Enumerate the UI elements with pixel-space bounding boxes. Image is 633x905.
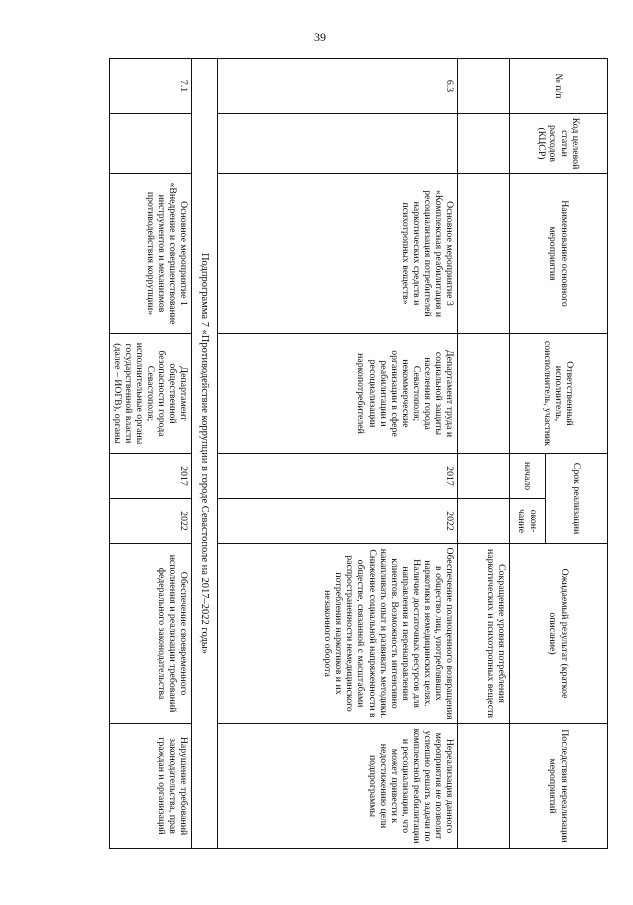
header-code: Код целевой статьи расходов (КЦСР) xyxy=(510,114,608,174)
header-consequences: Последствия нереализации мероприятий xyxy=(510,724,608,849)
cell-num xyxy=(458,59,510,114)
cell-code xyxy=(109,114,191,174)
cell-name: Основное мероприятие 3 «Комплексная реабилитация и ресоциализация потребителей наркотических средств и психотропных веществ» xyxy=(218,174,458,334)
table-row xyxy=(109,59,191,849)
subprogram-row xyxy=(192,59,218,849)
cell-start: 2017 xyxy=(109,454,191,499)
header-result: Ожидаемый результат (краткое описание) xyxy=(510,544,608,724)
page-number: 39 xyxy=(314,30,326,44)
cell-name xyxy=(458,174,510,334)
cell-executor: Департамент общественной безопасности города Севастополя; исполнительные органы государственной власти (далее – ИОГВ), органы xyxy=(109,334,191,454)
cell-code xyxy=(458,114,510,174)
cell-name: Основное мероприятие 1 «Внедрение и совершенствование инструментов и механизмов противодействия коррупции» xyxy=(109,174,191,334)
cell-start xyxy=(458,454,510,499)
table-row xyxy=(218,59,458,849)
cell-executor: Департамент труда и социальной защиты населения города Севастополя; некоммерческие организации в сфере реабилитации и ресоциализации наркопотребителей xyxy=(218,334,458,454)
cell-result: Обеспечение своевременного исполнения и реализации требований федерального законодательства xyxy=(109,544,191,724)
cell-end: 2022 xyxy=(218,499,458,544)
cell-consequences: Нарушение требований законодательства, прав граждан и организаций xyxy=(109,724,191,849)
measures-table xyxy=(109,58,608,849)
cell-num: 6.3 xyxy=(218,59,458,114)
header-num: № п/п xyxy=(510,59,608,114)
cell-consequences: Нереализация данного мероприятия не позволит успешно решать задачи по комплексной реабилитации и ресоциализации, что может привести к недостижению цели подпрограммы xyxy=(218,724,458,849)
cell-end xyxy=(458,499,510,544)
cell-end: 2022 xyxy=(109,499,191,544)
header-end: окон-чание xyxy=(510,499,546,544)
cell-consequences xyxy=(458,724,510,849)
header-name: Наименование основного мероприятия xyxy=(510,174,608,334)
header-term: Срок реализации xyxy=(546,454,608,544)
cell-result: Сокращение уровня потребления наркотических и психотропных веществ xyxy=(458,544,510,724)
cell-result: Обеспечение полноценного возвращения в общество лиц, употреблявших наркотики в немедицинских целях. Наличие достаточных ресурсов для направления и перенаправления клиентов. Возможность интенсивно накапливать опыт и развивать методики. Снижение социальной напряженности в обществе, связанной с масштабами распространенности немедицинского потребления наркотиков и их незаконного оборота xyxy=(218,544,458,724)
subprogram-title: Подпрограмма 7 «Противодействие коррупции в городе Севастополе на 2017–2022 годы» xyxy=(192,59,218,849)
header-executor: Ответственный исполнитель, соисполнитель, участник xyxy=(510,334,608,454)
header-start: начало xyxy=(510,454,546,499)
table-row xyxy=(458,59,510,849)
rotated-table-area xyxy=(112,58,608,848)
cell-code xyxy=(218,114,458,174)
cell-start: 2017 xyxy=(218,454,458,499)
cell-executor xyxy=(458,334,510,454)
cell-num: 7.1 xyxy=(109,59,191,114)
rotated-table-wrapper xyxy=(112,58,608,848)
